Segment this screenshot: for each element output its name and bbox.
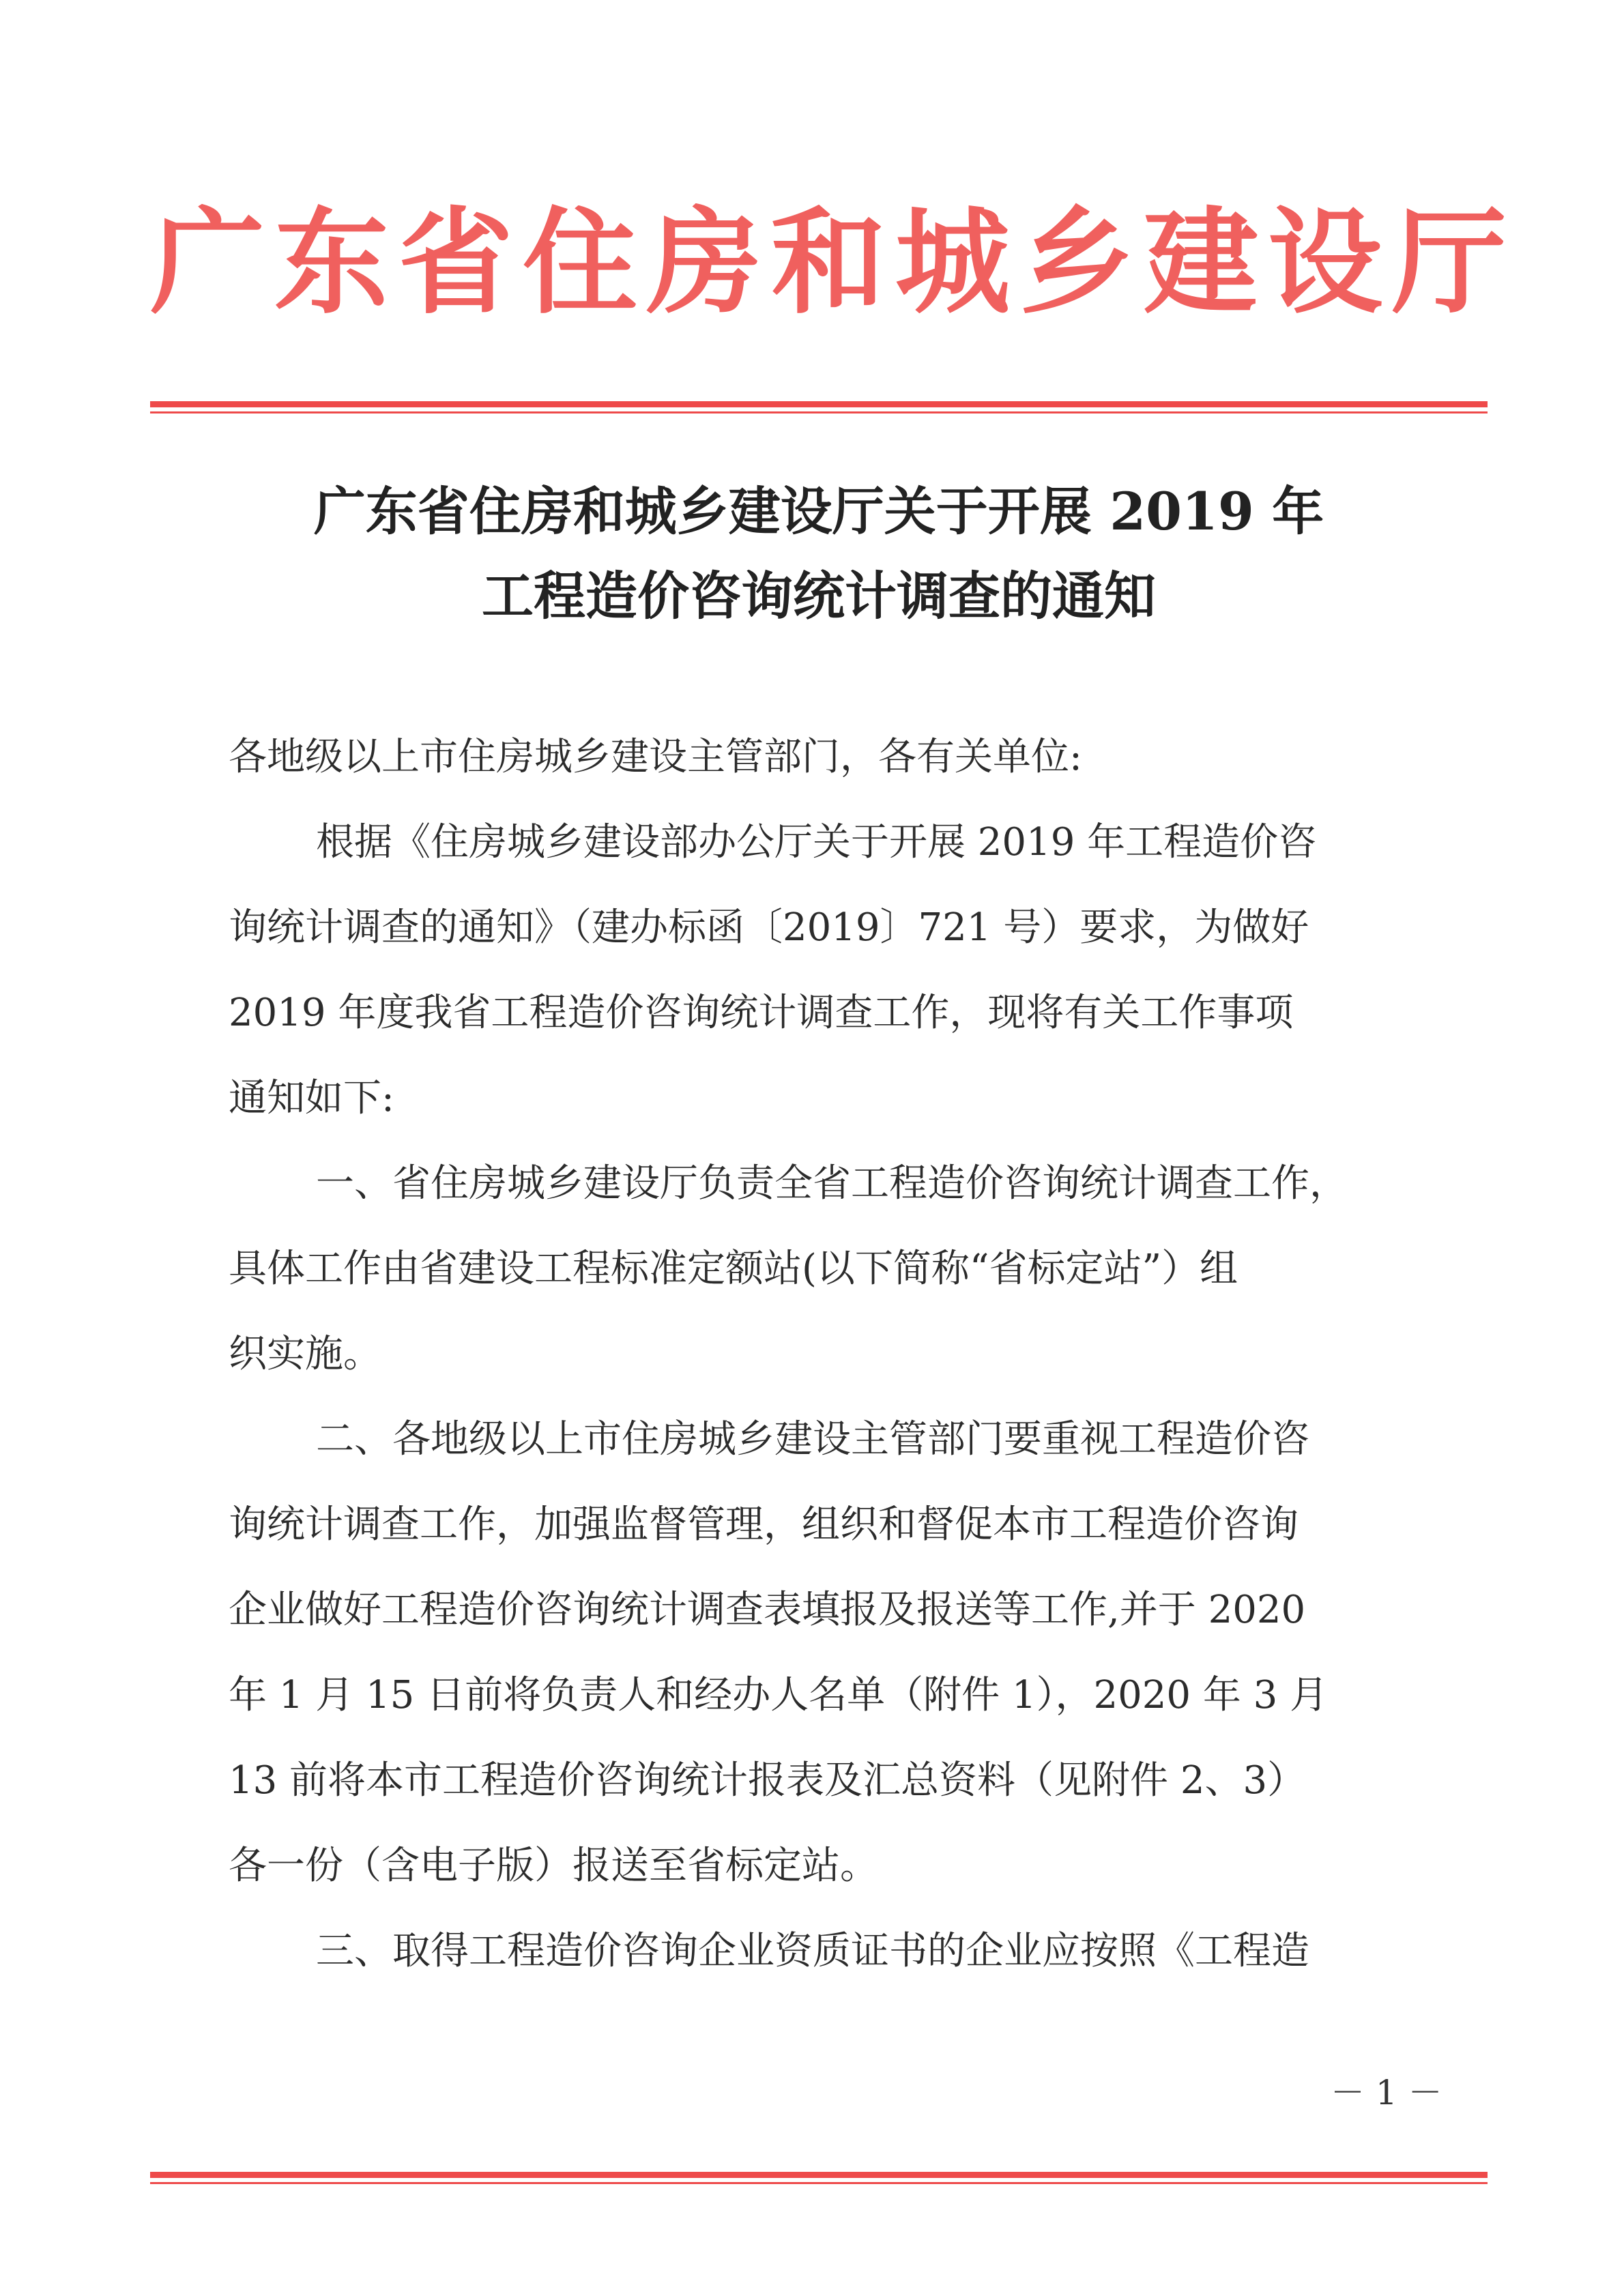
page-number: － 1 － (1331, 2073, 1442, 2112)
document-title-line-1: 广东省住房和城乡建设厅关于开展 2019 年 (313, 481, 1324, 542)
paragraph-1-line: 2019 年度我省工程造价咨询统计调查工作，现将有关工作事项 (229, 991, 1294, 1035)
paragraph-2-line: 织实施。 (229, 1332, 381, 1376)
red-rule-thick (150, 401, 1488, 407)
letterhead-red-rule (150, 401, 1488, 413)
footer-red-rule (150, 2172, 1488, 2184)
paragraph-3-line: 各一份（含电子版）报送至省标定站。 (229, 1844, 878, 1888)
paragraph-3-line: 13 前将本市工程造价咨询统计报表及汇总资料（见附件 2、3） (229, 1758, 1306, 1803)
red-rule-thin (150, 2182, 1488, 2184)
paragraph-1-line: 询统计调查的通知》（建办标函〔2019〕721 号）要求，为做好 (229, 905, 1309, 950)
paragraph-3-line: 询统计调查工作，加强监督管理，组织和督促本市工程造价咨询 (229, 1502, 1299, 1547)
paragraph-1-line: 根据《住房城乡建设部办公厅关于开展 2019 年工程造价咨 (316, 820, 1317, 864)
document-title-line-2: 工程造价咨询统计调查的通知 (482, 566, 1156, 626)
paragraph-4-line: 三、取得工程造价咨询企业资质证书的企业应按照《工程造 (316, 1929, 1309, 1973)
paragraph-3-line: 二、各地级以上市住房城乡建设主管部门要重视工程造价咨 (316, 1417, 1309, 1462)
paragraph-3-line: 年 1 月 15 日前将负责人和经办人名单（附件 1），2020 年 3 月 (229, 1673, 1329, 1717)
paragraph-2-line: 一、省住房城乡建设厅负责全省工程造价咨询统计调查工作， (316, 1161, 1348, 1206)
red-rule-thick (150, 2172, 1488, 2178)
letterhead-org-name: 广东省住房和城乡建设厅 (150, 194, 1516, 330)
paragraph-2-line: 具体工作由省建设工程标准定额站(以下简称“省标定站”）组 (229, 1247, 1238, 1291)
paragraph-1-line: 通知如下: (229, 1076, 394, 1120)
salutation: 各地级以上市住房城乡建设主管部门，各有关单位: (229, 735, 1082, 779)
red-rule-thin (150, 411, 1488, 413)
paragraph-3-line: 企业做好工程造价咨询统计调查表填报及报送等工作,并于 2020 (229, 1588, 1306, 1632)
